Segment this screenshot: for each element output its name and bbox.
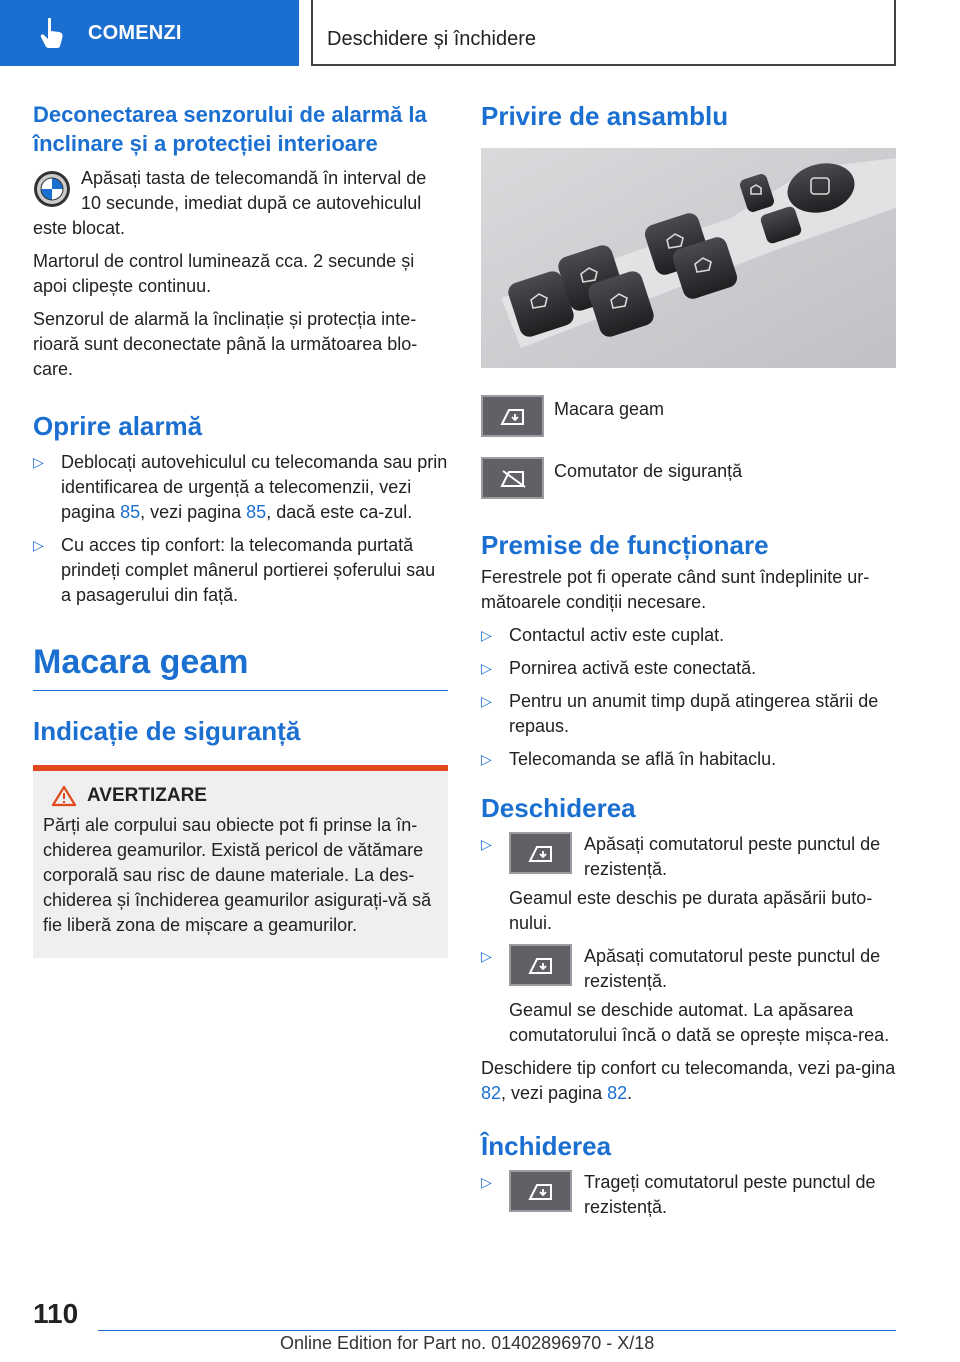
window-lifter-symbol	[509, 944, 572, 986]
disable-text-2: Martorul de control luminează cca. 2 secunde și apoi clipește continuu.	[33, 251, 415, 296]
step-result: Geamul se deschide automat. La apăsarea comutatorului încă o dată se oprește mișca-rea.	[509, 1000, 890, 1045]
bullet-triangle-icon: ▷	[481, 948, 492, 964]
disable-text-3: Senzorul de alarmă la înclinație și protecția inte-rioară sunt deconectate până la următoarea blo-care.	[33, 309, 418, 379]
heading-opening: Deschiderea	[481, 793, 636, 823]
chapter-title: Deschidere și închidere	[327, 28, 536, 50]
closing-list	[481, 1170, 896, 1220]
section-tab	[0, 0, 299, 66]
heading-stop-alarm: Oprire alarmă	[33, 411, 203, 441]
symbol-row-safety-switch	[481, 457, 896, 499]
heading-rule	[33, 690, 448, 691]
prereq-text: Ferestrele pot fi operate când sunt îndeplinite ur-mătoarele condiții necesare.	[481, 567, 870, 612]
step-result: Geamul este deschis pe durata apăsării buto-nului.	[509, 888, 873, 933]
page-link[interactable]: 85	[120, 502, 141, 522]
section-label: COMENZI	[88, 21, 182, 44]
list-item	[481, 1170, 896, 1220]
list-item: ▷ Pentru un anumit timp după atingerea stării de repaus.	[481, 691, 879, 736]
warning-triangle-icon	[51, 785, 77, 807]
bullet-triangle-icon: ▷	[481, 1174, 492, 1190]
bullet-triangle-icon: ▷	[481, 627, 492, 643]
bullet-triangle-icon: ▷	[33, 454, 44, 470]
bmw-key-icon	[33, 170, 71, 208]
heading-prerequisites: Premise de funcționare	[481, 530, 769, 560]
stop-alarm-list	[33, 450, 448, 608]
step-text: Apăsați comutatorul peste punctul de rezistență.	[584, 946, 881, 991]
list-item: ▷ Contactul activ este cuplat.	[481, 623, 896, 648]
page-link[interactable]: 82	[607, 1083, 628, 1103]
symbol-desc: Comutator de siguranță	[554, 461, 743, 481]
window-lifter-symbol	[509, 832, 572, 874]
page-number: 110	[33, 1298, 79, 1329]
heading-closing: Închiderea	[481, 1131, 612, 1161]
window-lifter-symbol	[509, 1170, 572, 1212]
right-column	[481, 100, 896, 1228]
list-item: ▷ Deblocați autovehiculul cu telecomanda sau prin identificarea de urgență a telecomenzii, vezi pagina 85, vezi pagina 85, dacă este ca-zul.	[33, 452, 448, 522]
heading-safety: Indicație de siguranță	[33, 716, 301, 746]
symbol-row-window-lifter	[481, 395, 896, 437]
pointing-hand-icon	[38, 17, 66, 49]
list-item	[481, 832, 896, 936]
list-item: ▷ Cu acces tip confort: la telecomanda purtată prindeți complet mânerul portierei șoferului sau a pasagerului din față.	[33, 535, 436, 605]
step-text: Trageți comutatorul peste punctul de rezistență.	[584, 1172, 876, 1217]
edition-text: Online Edition for Part no. 01402896970 - X/18	[280, 1333, 655, 1353]
chapter-header	[311, 0, 896, 66]
bullet-triangle-icon: ▷	[481, 836, 492, 852]
comfort-text: Deschidere tip confort cu telecomanda, vezi pa-gina 82, vezi pagina 82.	[481, 1058, 896, 1103]
warning-title: AVERTIZARE	[43, 785, 438, 807]
warning-text: Părți ale corpului sau obiecte pot fi prinse la în-chiderea geamurilor. Există pericol de vătămare corporală sau risc de daune materiale. La des-chiderea și închiderea geamurilor asigurați-vă să fie liberă zona de mișcare a geamurilor.	[43, 815, 432, 935]
bullet-triangle-icon: ▷	[481, 751, 492, 767]
heading-overview: Privire de ansamblu	[481, 101, 729, 131]
window-switch-photo	[481, 148, 896, 368]
prereq-list	[481, 623, 896, 772]
footer-rule	[98, 1330, 896, 1331]
bullet-triangle-icon: ▷	[481, 693, 492, 709]
list-item: ▷ Telecomanda se află în habitaclu.	[481, 747, 896, 772]
disable-text-1: Apăsați tasta de telecomandă în interval de 10 secunde, imediat după ce autovehiculul este blocat.	[33, 168, 427, 238]
list-item	[481, 944, 896, 1048]
disable-block	[33, 166, 448, 241]
safety-switch-symbol	[481, 457, 544, 499]
heading-disable-alarm: Deconectarea senzorului de alarmă la înclinare și a protecției interioare	[33, 102, 427, 156]
warning-box	[33, 765, 448, 958]
page-link[interactable]: 82	[481, 1083, 502, 1103]
page-link[interactable]: 85	[246, 502, 267, 522]
step-text: Apăsați comutatorul peste punctul de rezistență.	[584, 834, 881, 879]
bullet-triangle-icon: ▷	[481, 660, 492, 676]
heading-window-lifter: Macara geam	[33, 643, 249, 681]
symbol-desc: Macara geam	[554, 399, 665, 419]
left-column	[33, 100, 448, 958]
bullet-triangle-icon: ▷	[33, 537, 44, 553]
list-item: ▷ Pornirea activă este conectată.	[481, 656, 896, 681]
opening-list	[481, 832, 896, 1048]
window-lifter-symbol	[481, 395, 544, 437]
